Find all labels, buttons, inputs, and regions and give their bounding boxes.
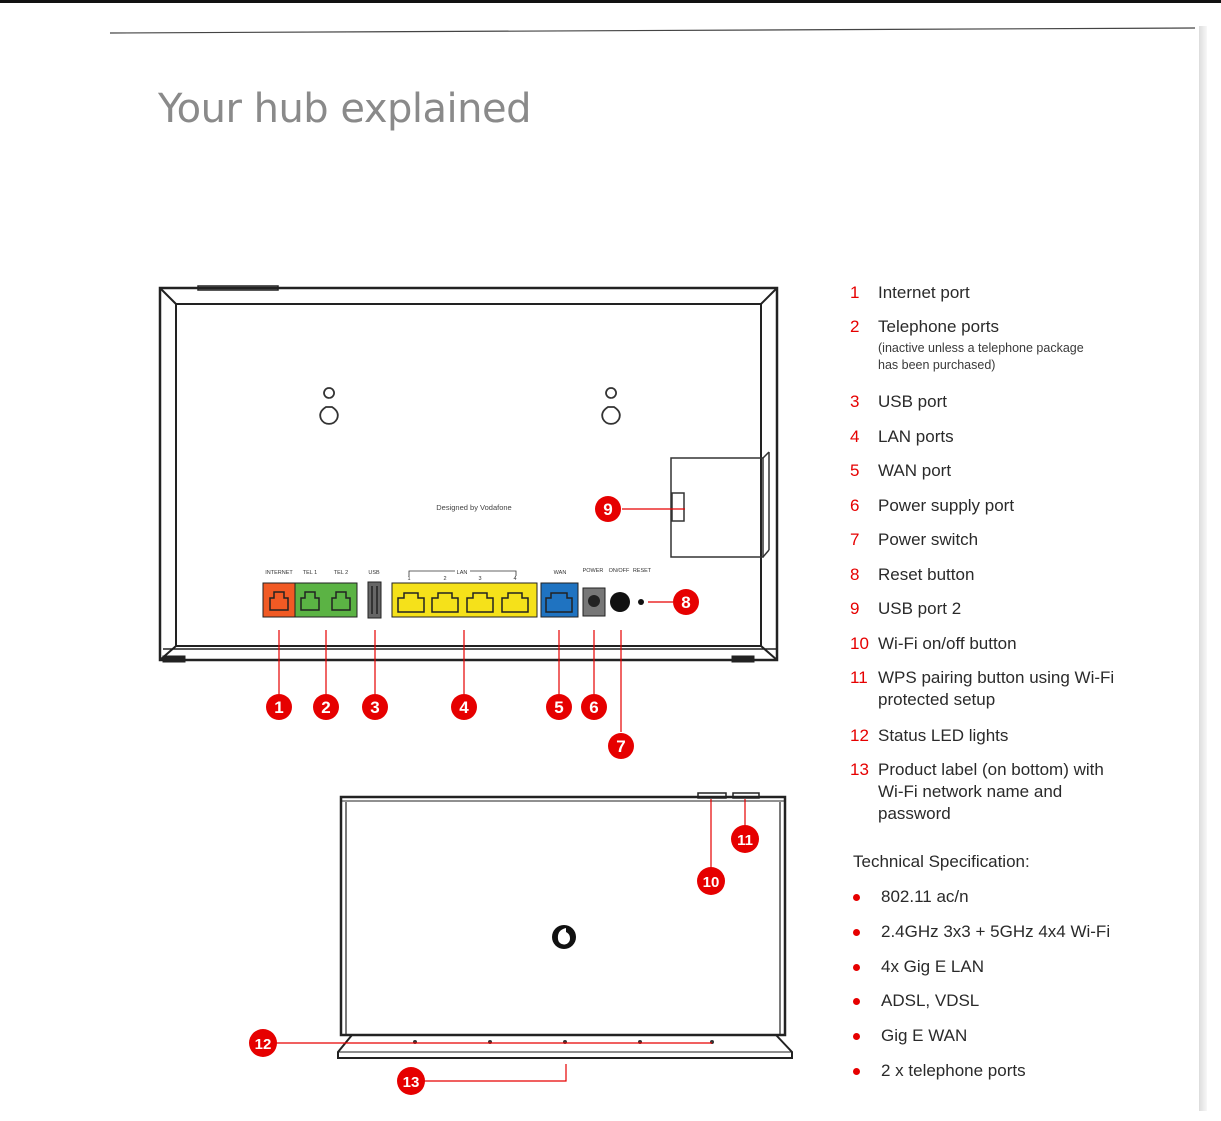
callout-6 [581, 694, 607, 720]
reset-button [638, 599, 644, 605]
svg-text:12: 12 [254, 1036, 272, 1053]
spec-item: 2.4GHz 3x3 + 5GHz 4x4 Wi-Fi [853, 921, 1110, 943]
spec-item: 2 x telephone ports [853, 1060, 1026, 1082]
svg-text:6: 6 [589, 698, 599, 717]
internet-port [263, 583, 295, 617]
svg-text:11: 11 [737, 832, 753, 849]
tel1-port-label: TEL 1 [302, 570, 318, 576]
bullet-icon [853, 1068, 860, 1075]
spec-item: Gig E WAN [853, 1025, 967, 1047]
page-title: Your hub explained [158, 86, 531, 132]
svg-text:1: 1 [274, 698, 284, 717]
svg-text:13: 13 [402, 1074, 420, 1091]
lan-num-1: 1 [407, 576, 411, 582]
bullet-icon [853, 929, 860, 936]
lan-label: LAN [456, 570, 468, 576]
legend-item: 5 WAN port [850, 461, 952, 480]
svg-text:4: 4 [459, 698, 469, 717]
callout-2 [313, 694, 339, 720]
svg-text:7: 7 [616, 737, 626, 756]
onoff-label: ON/OFF [608, 568, 630, 574]
callout-10 [697, 867, 725, 895]
legend-item: 8 Reset button [850, 565, 975, 584]
lan-num-3: 3 [478, 576, 482, 582]
legend-item: 4 LAN ports [850, 427, 954, 446]
bullet-icon [853, 998, 860, 1005]
callout-8 [673, 589, 699, 615]
spec-item: 4x Gig E LAN [853, 956, 984, 978]
bullet-icon [853, 964, 860, 971]
tel2-port-label: TEL 2 [333, 570, 349, 576]
spec-item: ADSL, VDSL [853, 990, 979, 1012]
legend-item: 12 Status LED lights [850, 726, 1009, 745]
vodafone-logo-icon [552, 925, 576, 949]
power-label: POWER [582, 568, 604, 574]
keyhole-mount-left [320, 388, 338, 424]
legend-item: 1 Internet port [850, 283, 970, 302]
svg-text:9: 9 [603, 500, 613, 519]
usb2-door [671, 452, 769, 557]
svg-text:3: 3 [370, 698, 380, 717]
wan-port-label: WAN [553, 570, 567, 576]
legend-item: 9 USB port 2 [850, 599, 962, 618]
callout-3 [362, 694, 388, 720]
callout-13 [397, 1067, 425, 1095]
svg-text:2: 2 [321, 698, 331, 717]
usb-port-label: USB [368, 570, 380, 576]
svg-text:10: 10 [702, 874, 720, 891]
internet-port-label: INTERNET [265, 570, 293, 576]
legend-item: 6 Power supply port [850, 496, 1015, 515]
lan-num-4: 4 [513, 576, 517, 582]
usb-port [368, 582, 381, 618]
callout-9 [595, 496, 621, 522]
spec-title: Technical Specification: [853, 852, 1030, 871]
keyhole-mount-right [602, 388, 620, 424]
svg-text:5: 5 [554, 698, 564, 717]
callout-11 [731, 825, 759, 853]
telephone-ports [295, 583, 357, 617]
svg-text:8: 8 [681, 593, 691, 612]
legend-item: 7 Power switch [850, 530, 979, 549]
bullet-icon [853, 1033, 860, 1040]
callout-4 [451, 694, 477, 720]
top-rule [110, 28, 1195, 33]
bullet-icon [853, 894, 860, 901]
reset-label: RESET [632, 568, 652, 574]
legend-item: 3 USB port [850, 392, 947, 411]
callout-12 [249, 1029, 277, 1057]
callout-5 [546, 694, 572, 720]
legend-item: 2 Telephone ports (inactive unless a telephone package has been purchased) [850, 317, 1084, 372]
legend-item: 13 Product label (on bottom) with Wi-Fi network name and password [850, 760, 1104, 823]
callout-1 [266, 694, 292, 720]
spec-item: 802.11 ac/n [853, 886, 969, 908]
legend-item: 11 WPS pairing button using Wi-Fi protected setup [850, 668, 1115, 709]
lan-num-2: 2 [443, 576, 447, 582]
designed-by-label: Designed by Vodafone [436, 503, 512, 512]
legend-item: 10 Wi-Fi on/off button [850, 634, 1017, 653]
power-switch [610, 592, 630, 612]
callout-7 [608, 733, 634, 759]
